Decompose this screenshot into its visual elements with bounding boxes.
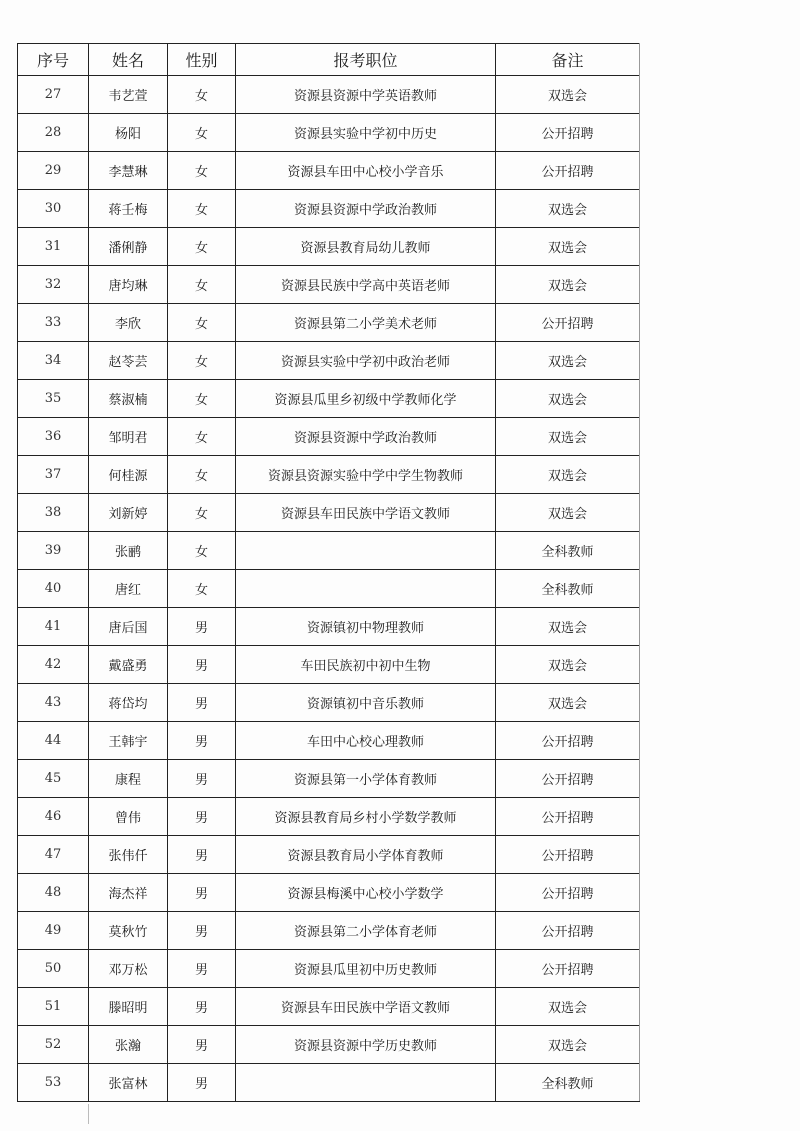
cell-name: 张伟仟 [89,836,168,874]
cell-name: 康程 [89,760,168,798]
cell-note: 公开招聘 [496,152,640,190]
table-row [18,950,640,988]
cell-note: 全科教师 [496,532,640,570]
roster-body [18,76,640,1102]
cell-gender: 女 [168,152,236,190]
table-row [18,532,640,570]
table-row [18,760,640,798]
cell-no: 29 [18,152,89,190]
cell-name: 杨阳 [89,114,168,152]
cell-name: 王韩宇 [89,722,168,760]
header-name: 姓名 [89,44,168,76]
cell-no: 43 [18,684,89,722]
cell-no: 28 [18,114,89,152]
cell-name: 邹明君 [89,418,168,456]
cell-gender: 男 [168,912,236,950]
cell-note: 公开招聘 [496,874,640,912]
cell-post: 资源县教育局乡村小学数学教师 [236,798,496,836]
cell-gender: 女 [168,494,236,532]
cell-note: 双选会 [496,646,640,684]
cell-note: 双选会 [496,456,640,494]
cell-no: 34 [18,342,89,380]
scan-edge-line [639,43,640,1101]
cell-no: 50 [18,950,89,988]
cell-no: 47 [18,836,89,874]
cell-no: 44 [18,722,89,760]
table-row [18,912,640,950]
cell-no: 46 [18,798,89,836]
cell-name: 张瀚 [89,1026,168,1064]
cell-post: 资源县民族中学高中英语老师 [236,266,496,304]
cell-note: 双选会 [496,380,640,418]
cell-no: 27 [18,76,89,114]
cell-name: 李慧琳 [89,152,168,190]
cell-post: 资源县第二小学体育老师 [236,912,496,950]
cell-gender: 男 [168,1064,236,1102]
cell-post: 资源县瓜里初中历史教师 [236,950,496,988]
cell-gender: 女 [168,114,236,152]
scan-mark [88,1104,89,1124]
table-row [18,684,640,722]
cell-gender: 女 [168,76,236,114]
cell-name: 莫秋竹 [89,912,168,950]
cell-note: 全科教师 [496,1064,640,1102]
table-row [18,722,640,760]
cell-note: 全科教师 [496,570,640,608]
cell-note: 双选会 [496,418,640,456]
cell-note: 双选会 [496,1026,640,1064]
table-row [18,456,640,494]
cell-gender: 男 [168,950,236,988]
table-row [18,570,640,608]
cell-no: 41 [18,608,89,646]
cell-gender: 男 [168,684,236,722]
cell-gender: 男 [168,988,236,1026]
cell-name: 蔡淑楠 [89,380,168,418]
cell-gender: 女 [168,418,236,456]
cell-post: 资源县教育局小学体育教师 [236,836,496,874]
header-row [18,44,640,76]
cell-no: 31 [18,228,89,266]
cell-no: 39 [18,532,89,570]
cell-gender: 女 [168,228,236,266]
cell-no: 49 [18,912,89,950]
cell-gender: 男 [168,1026,236,1064]
cell-note: 双选会 [496,228,640,266]
cell-gender: 女 [168,532,236,570]
cell-gender: 女 [168,570,236,608]
cell-gender: 男 [168,646,236,684]
cell-post [236,1064,496,1102]
cell-gender: 男 [168,608,236,646]
cell-post: 资源县车田民族中学语文教师 [236,988,496,1026]
cell-no: 45 [18,760,89,798]
table-row [18,266,640,304]
cell-no: 48 [18,874,89,912]
cell-name: 海杰祥 [89,874,168,912]
cell-note: 公开招聘 [496,760,640,798]
cell-name: 蒋壬梅 [89,190,168,228]
table-row [18,608,640,646]
cell-no: 37 [18,456,89,494]
cell-note: 公开招聘 [496,836,640,874]
cell-post: 资源县第一小学体育教师 [236,760,496,798]
cell-post: 资源镇初中音乐教师 [236,684,496,722]
roster-table [17,43,640,1102]
table-row [18,114,640,152]
cell-note: 双选会 [496,76,640,114]
cell-no: 53 [18,1064,89,1102]
cell-post: 资源县资源中学历史教师 [236,1026,496,1064]
table-row [18,342,640,380]
table-row [18,152,640,190]
header-post: 报考职位 [236,44,496,76]
table-row [18,1026,640,1064]
cell-name: 蒋岱均 [89,684,168,722]
table-row [18,836,640,874]
cell-gender: 女 [168,456,236,494]
cell-no: 30 [18,190,89,228]
cell-note: 双选会 [496,608,640,646]
cell-note: 双选会 [496,494,640,532]
cell-name: 张鹂 [89,532,168,570]
cell-post: 资源县车田中心校小学音乐 [236,152,496,190]
table-row [18,874,640,912]
cell-no: 38 [18,494,89,532]
cell-post: 车田中心校心理教师 [236,722,496,760]
cell-no: 33 [18,304,89,342]
cell-name: 何桂源 [89,456,168,494]
cell-gender: 男 [168,722,236,760]
cell-name: 张富林 [89,1064,168,1102]
cell-note: 公开招聘 [496,798,640,836]
cell-gender: 女 [168,190,236,228]
cell-gender: 男 [168,874,236,912]
cell-no: 51 [18,988,89,1026]
cell-name: 唐后国 [89,608,168,646]
cell-name: 邓万松 [89,950,168,988]
cell-name: 唐红 [89,570,168,608]
table-row [18,190,640,228]
cell-post: 资源县资源中学英语教师 [236,76,496,114]
cell-gender: 男 [168,836,236,874]
cell-name: 赵苓芸 [89,342,168,380]
table-row [18,988,640,1026]
cell-gender: 男 [168,798,236,836]
table-row [18,1064,640,1102]
table-row [18,228,640,266]
header-no: 序号 [18,44,89,76]
cell-no: 36 [18,418,89,456]
cell-post: 车田民族初中初中生物 [236,646,496,684]
table-row [18,646,640,684]
cell-gender: 男 [168,760,236,798]
cell-name: 潘俐静 [89,228,168,266]
cell-name: 唐均琳 [89,266,168,304]
cell-gender: 女 [168,266,236,304]
cell-post: 资源镇初中物理教师 [236,608,496,646]
cell-name: 滕昭明 [89,988,168,1026]
cell-name: 刘新婷 [89,494,168,532]
cell-post: 资源县资源中学政治教师 [236,190,496,228]
cell-name: 曾伟 [89,798,168,836]
cell-name: 李欣 [89,304,168,342]
cell-gender: 女 [168,342,236,380]
cell-gender: 女 [168,380,236,418]
cell-note: 公开招聘 [496,950,640,988]
table-row [18,76,640,114]
cell-no: 42 [18,646,89,684]
cell-no: 40 [18,570,89,608]
cell-note: 双选会 [496,266,640,304]
cell-post: 资源县瓜里乡初级中学教师化学 [236,380,496,418]
cell-post: 资源县实验中学初中政治老师 [236,342,496,380]
cell-note: 公开招聘 [496,114,640,152]
cell-post [236,532,496,570]
cell-gender: 女 [168,304,236,342]
table-row [18,494,640,532]
cell-note: 公开招聘 [496,722,640,760]
cell-post: 资源县教育局幼儿教师 [236,228,496,266]
cell-no: 32 [18,266,89,304]
cell-post: 资源县第二小学美术老师 [236,304,496,342]
table-row [18,380,640,418]
cell-post: 资源县资源实验中学中学生物教师 [236,456,496,494]
cell-post [236,570,496,608]
cell-no: 35 [18,380,89,418]
cell-note: 公开招聘 [496,304,640,342]
cell-post: 资源县实验中学初中历史 [236,114,496,152]
header-gender: 性别 [168,44,236,76]
cell-post: 资源县资源中学政治教师 [236,418,496,456]
cell-note: 双选会 [496,190,640,228]
table-row [18,798,640,836]
cell-note: 双选会 [496,342,640,380]
cell-post: 资源县梅溪中心校小学数学 [236,874,496,912]
cell-name: 戴盛勇 [89,646,168,684]
cell-name: 韦艺萱 [89,76,168,114]
cell-no: 52 [18,1026,89,1064]
table-row [18,304,640,342]
cell-post: 资源县车田民族中学语文教师 [236,494,496,532]
header-note: 备注 [496,44,640,76]
cell-note: 双选会 [496,684,640,722]
table-row [18,418,640,456]
cell-note: 双选会 [496,988,640,1026]
cell-note: 公开招聘 [496,912,640,950]
